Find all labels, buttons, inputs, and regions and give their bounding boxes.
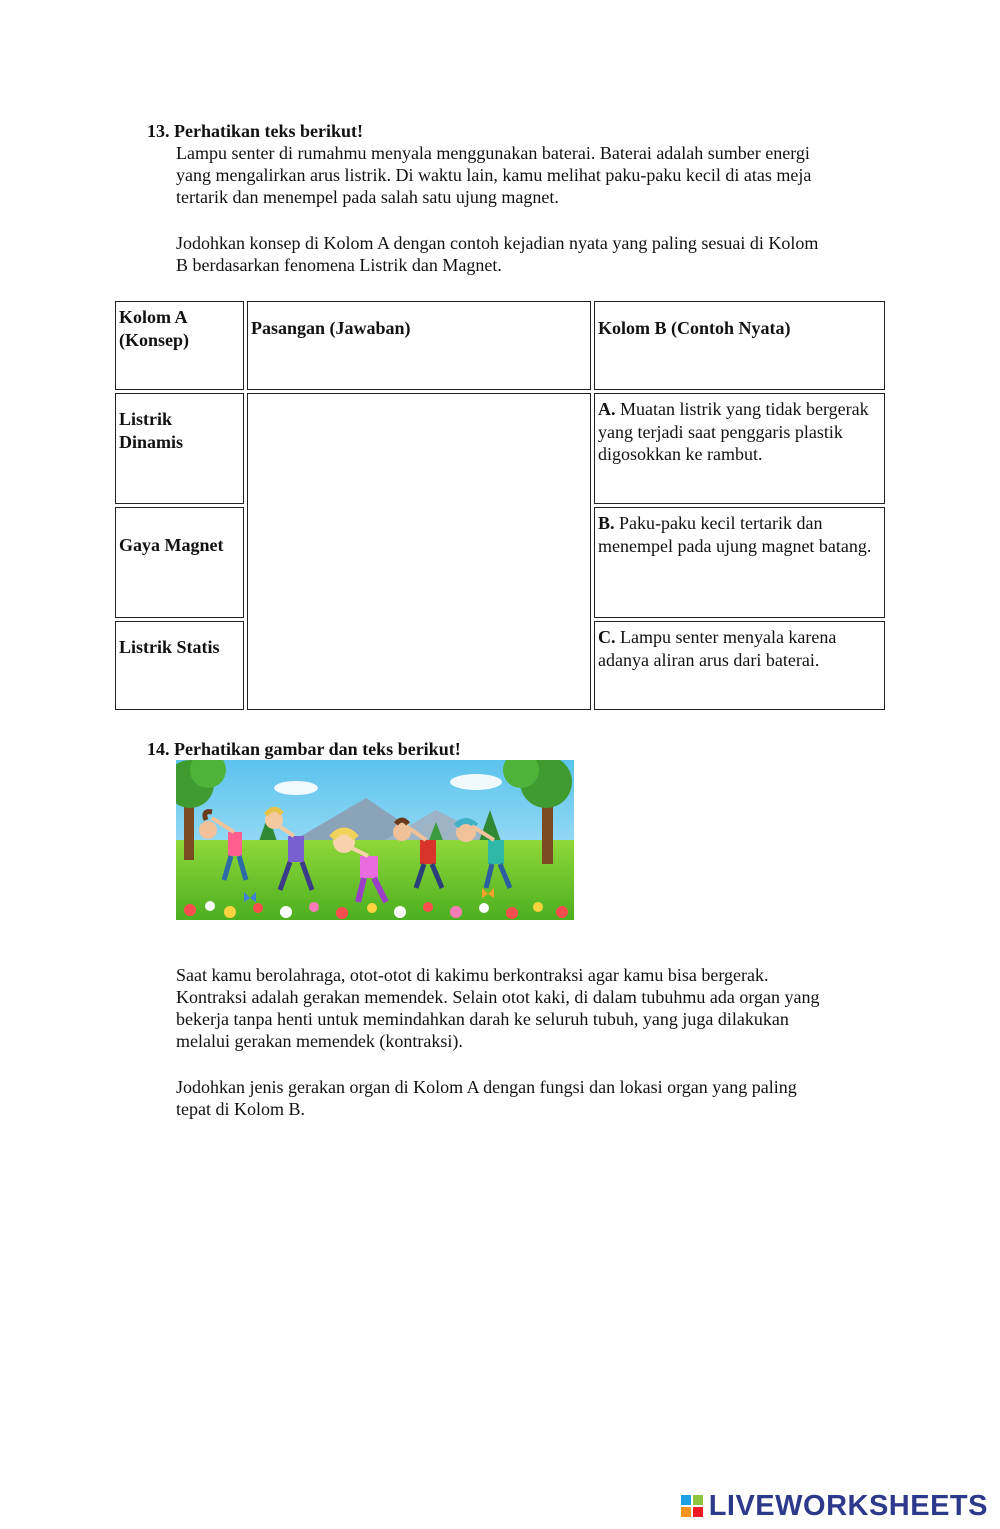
liveworksheets-logo-icon	[681, 1495, 703, 1517]
answer-drop-zone[interactable]	[247, 393, 591, 710]
q14-text-line-2: Kontraksi adalah gerakan memendek. Selain otot kaki, di dalam tubuhmu ada organ yang	[176, 987, 820, 1007]
example-c[interactable]	[594, 621, 885, 710]
example-b[interactable]	[594, 507, 885, 618]
header-pasangan: Pasangan (Jawaban)	[247, 301, 591, 390]
q14-text-line-3: bekerja tanpa henti untuk memindahkan darah ke seluruh tubuh, yang juga dilakukan	[176, 1009, 789, 1029]
example-c-text: Lampu senter menyala karena adanya aliran arus dari baterai.	[598, 627, 837, 670]
q14-instruction-line-2: tepat di Kolom B.	[176, 1099, 305, 1119]
q14-text-line-1: Saat kamu berolahraga, otot-otot di kakimu berkontraksi agar kamu bisa bergerak.	[176, 965, 769, 985]
header-kolom-a: Kolom A (Konsep)	[115, 301, 244, 390]
q13-text-line-1: Lampu senter di rumahmu menyala menggunakan baterai. Baterai adalah sumber energi	[176, 143, 810, 163]
example-c-letter: C.	[598, 627, 616, 647]
header-kolom-b: Kolom B (Contoh Nyata)	[594, 301, 885, 390]
q13-title: 13. Perhatikan teks berikut!	[147, 121, 363, 141]
q14-instruction-line-1: Jodohkan jenis gerakan organ di Kolom A dengan fungsi dan lokasi organ yang paling	[176, 1077, 797, 1097]
exercise-illustration	[176, 760, 574, 920]
concept-listrik-statis: Listrik Statis	[115, 621, 244, 710]
q13-instruction-line-2: B berdasarkan fenomena Listrik dan Magnet.	[176, 255, 502, 275]
example-a-letter: A.	[598, 399, 616, 419]
example-a[interactable]	[594, 393, 885, 504]
example-a-text: Muatan listrik yang tidak bergerak yang terjadi saat penggaris plastik digosokkan ke rambut.	[598, 399, 869, 464]
q13-instruction-line-1: Jodohkan konsep di Kolom A dengan contoh kejadian nyata yang paling sesuai di Kolom	[176, 233, 819, 253]
q13-text-line-3: tertarik dan menempel pada salah satu ujung magnet.	[176, 187, 559, 207]
brand-name: LIVEWORKSHEETS	[708, 1489, 988, 1522]
concept-gaya-magnet: Gaya Magnet	[115, 507, 244, 618]
q14-text-line-4: melalui gerakan memendek (kontraksi).	[176, 1031, 463, 1051]
q14-title: 14. Perhatikan gambar dan teks berikut!	[147, 739, 461, 759]
q13-text-line-2: yang mengalirkan arus listrik. Di waktu lain, kamu melihat paku-paku kecil di atas meja	[176, 165, 812, 185]
example-b-letter: B.	[598, 513, 615, 533]
liveworksheets-brand	[681, 1489, 988, 1523]
example-b-text: Paku-paku kecil tertarik dan menempel pada ujung magnet batang.	[598, 513, 872, 556]
concept-listrik-dinamis: Listrik Dinamis	[115, 393, 244, 504]
